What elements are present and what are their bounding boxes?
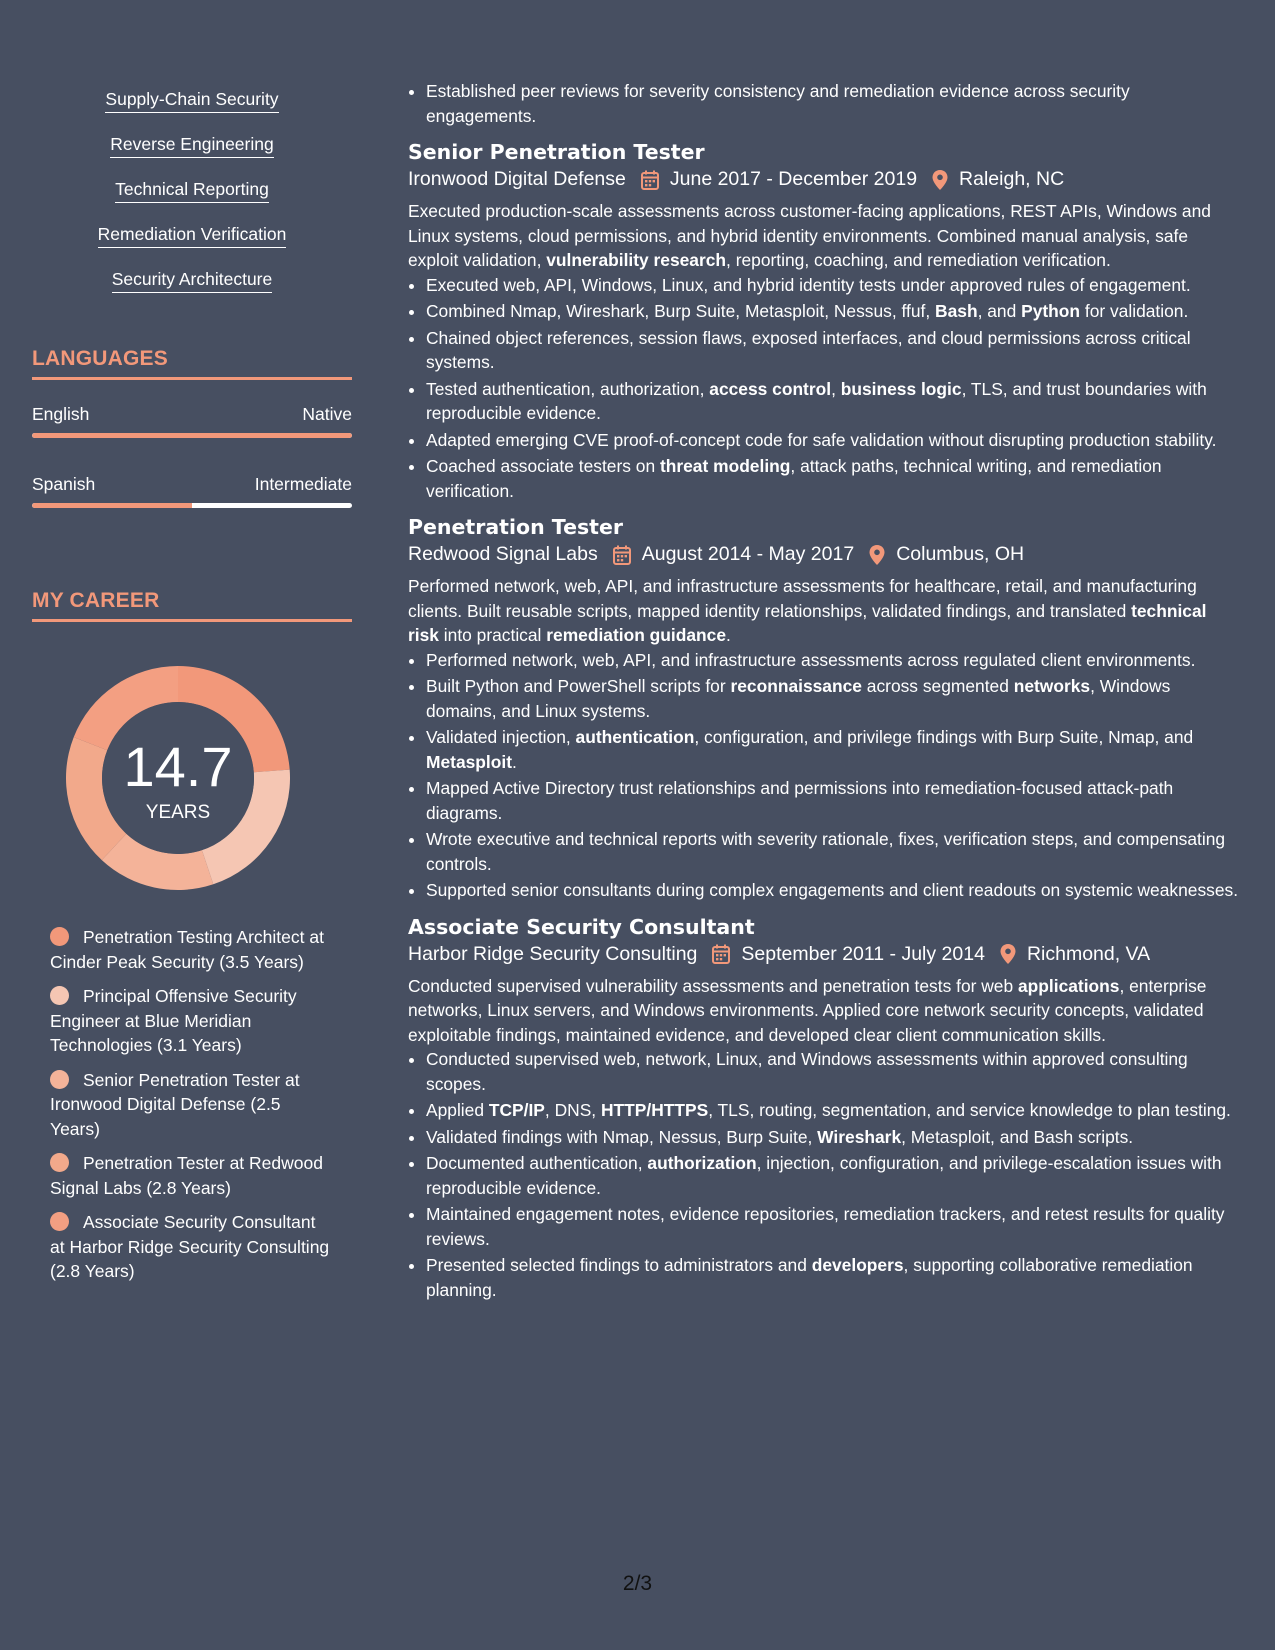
text-run: , TLS, routing, segmentation, and service knowledge to plan testing.: [708, 1100, 1231, 1120]
career-legend-item: [50, 1210, 330, 1284]
job-location: Columbus, OH: [896, 543, 1025, 565]
text-run: , and: [977, 301, 1022, 321]
text-run: Combined Nmap, Wireshark, Burp Suite, Metasploit, Nessus, ffuf,: [426, 301, 936, 321]
text-run: Performed network, web, API, and infrastructure assessments for healthcare, retail, and manufacturing clients. Built reusable scripts, mapped identity relationships, validated findings, and translated: [408, 576, 1197, 621]
text-run: .: [726, 625, 731, 645]
career-legend-item: [50, 984, 330, 1058]
job-bullets: [408, 648, 1240, 903]
languages-heading: LANGUAGES: [32, 347, 352, 380]
job-summary: [408, 574, 1240, 648]
skill-item: Reverse Engineering: [110, 133, 273, 158]
text-run: , configuration, and privilege findings with Burp Suite, Nmap, and: [694, 727, 1194, 747]
bullet-item: [426, 1098, 1240, 1123]
text-run: Validated injection,: [426, 727, 576, 747]
text-run: Built Python and PowerShell scripts for: [426, 676, 731, 696]
emphasis-text: threat modeling: [659, 456, 791, 476]
emphasis-text: Wireshark: [817, 1126, 902, 1147]
legend-dot: [50, 1153, 69, 1172]
bullet-item: [426, 878, 1240, 903]
job-list: [408, 140, 1240, 1302]
text-run: into practical: [438, 625, 547, 645]
emphasis-text: technical risk: [408, 600, 1207, 645]
job-summary: [408, 974, 1240, 1048]
bullet-item: • Established peer reviews for severity consistency and remediation evidence across security engagements.: [426, 79, 1240, 128]
text-run: across segmented: [861, 676, 1014, 696]
emphasis-text: networks: [1013, 676, 1091, 696]
emphasis-text: Python: [1021, 301, 1081, 321]
career-donut-chart: [66, 666, 290, 890]
skill-item: Remediation Verification: [98, 223, 287, 248]
language-bar: [32, 503, 352, 508]
bullet-item: [426, 273, 1240, 298]
text-run: Adapted emerging CVE proof-of-concept code for safe validation without disrupting production stability.: [426, 429, 1217, 450]
text-run: , injection, configuration, and privilege-escalation issues with reproducible evidence.: [426, 1153, 1222, 1198]
text-run: Conducted supervised vulnerability assessments and penetration tests for web: [408, 975, 1018, 996]
bullet-item: [426, 1151, 1240, 1200]
text-run: Tested authentication, authorization,: [426, 378, 710, 399]
bullet-item: [426, 725, 1240, 774]
location-pin-icon: [999, 943, 1017, 965]
career-legend-item: [50, 925, 330, 974]
job-entry: [408, 515, 1240, 903]
job-meta: [408, 543, 1240, 566]
skill-item: Technical Reporting: [115, 178, 269, 203]
calendar-icon: [612, 544, 632, 566]
bullet-item: [426, 776, 1240, 825]
emphasis-text: reconnaissance: [730, 676, 862, 696]
job-entry: [408, 140, 1240, 503]
page-number: 2/3: [622, 1572, 653, 1595]
text-run: ,: [831, 378, 841, 399]
language-name: Spanish: [32, 474, 96, 494]
location-pin-icon: [868, 544, 886, 566]
language-english: [32, 404, 352, 438]
bullet-item: [426, 377, 1240, 426]
company-name: Ironwood Digital Defense: [408, 168, 626, 190]
bullet-item: [426, 454, 1240, 503]
text-run: , enterprise networks, Linux servers, and Windows environments. Applied core network security concepts, validated exploitable findings, maintained evidence, and developed clear client communication skills.: [408, 975, 1207, 1045]
job-bullets: [408, 273, 1240, 504]
calendar-icon: [711, 943, 731, 965]
emphasis-text: applications: [1017, 975, 1120, 996]
career-total-unit: YEARS: [145, 802, 211, 823]
job-dates: September 2011 - July 2014: [741, 942, 985, 965]
text-run: Supported senior consultants during complex engagements and client readouts on systemic weaknesses.: [426, 880, 1239, 900]
text-run: Applied: [426, 1100, 489, 1120]
text-run: , Windows domains, and Linux systems.: [426, 676, 1171, 721]
bullet-item: [426, 326, 1240, 375]
emphasis-text: vulnerability research: [546, 250, 727, 270]
language-bar: [32, 433, 352, 438]
bullet-item: [426, 648, 1240, 673]
job-location: Richmond, VA: [1026, 942, 1151, 965]
career-heading: MY CAREER: [32, 589, 352, 622]
text-run: .: [512, 751, 517, 772]
emphasis-text: authentication: [575, 727, 695, 747]
text-run: , supporting collaborative remediation planning.: [426, 1255, 1193, 1300]
text-run: Documented authentication,: [426, 1153, 648, 1173]
bullet-item: [426, 428, 1240, 453]
job-meta: [408, 168, 1240, 191]
emphasis-text: Metasploit: [426, 751, 512, 772]
job-location: Raleigh, NC: [959, 168, 1065, 190]
bullet-item: [426, 1125, 1240, 1150]
calendar-icon: [640, 169, 660, 191]
career-legend-item: [50, 1151, 330, 1200]
text-run: Mapped Active Directory trust relationships and permissions into remediation-focused attack-path diagrams.: [426, 778, 1174, 823]
legend-dot: [50, 1212, 69, 1231]
career-legend-label: Penetration Tester at Redwood Signal Labs (2.8 Years): [50, 1153, 323, 1198]
legend-dot: [50, 1070, 69, 1089]
language-name: English: [32, 404, 90, 424]
bullet-item: [426, 674, 1240, 723]
career-legend-label: Associate Security Consultant at Harbor Ridge Security Consulting (2.8 Years): [50, 1212, 330, 1281]
emphasis-text: remediation guidance: [546, 625, 726, 645]
job-dates: June 2017 - December 2019: [669, 168, 918, 190]
language-bar-fill: [32, 433, 352, 438]
emphasis-text: developers: [811, 1255, 904, 1275]
text-run: Chained object references, session flaws, exposed interfaces, and cloud permissions across critical systems.: [426, 327, 1191, 372]
job-entry: [408, 915, 1240, 1303]
career-legend-label: Senior Penetration Tester at Ironwood Digital Defense (2.5 Years): [50, 1069, 300, 1139]
language-spanish: [32, 474, 352, 508]
career-legend-label: Penetration Testing Architect at Cinder Peak Security (3.5 Years): [50, 927, 324, 972]
language-level: Native: [302, 404, 352, 424]
job-title: Penetration Tester: [408, 515, 623, 539]
text-run: , DNS,: [544, 1100, 601, 1120]
text-run: Maintained engagement notes, evidence repositories, remediation trackers, and retest results for quality reviews.: [426, 1204, 1225, 1249]
bullet-item: [426, 1047, 1240, 1096]
experience-section: [408, 79, 1240, 1304]
text-run: Validated findings with Nmap, Nessus, Burp Suite,: [426, 1126, 818, 1147]
text-run: , TLS, and trust boundaries with reproducible evidence.: [426, 378, 1207, 423]
text-run: Performed network, web, API, and infrastructure assessments across regulated client environments.: [426, 649, 1196, 670]
legend-dot: [50, 986, 69, 1005]
text-run: , attack paths, technical writing, and remediation verification.: [426, 456, 1162, 501]
emphasis-text: HTTP/HTTPS: [600, 1100, 709, 1120]
emphasis-text: business logic: [840, 378, 962, 399]
job-bullets: [408, 1047, 1240, 1302]
text-run: Executed production-scale assessments across customer-facing applications, REST APIs, Windows and Linux systems, cloud permissions, and hybrid identity environments. Combined manual analysis, safe exploit validation,: [408, 201, 1211, 270]
legend-dot: [50, 927, 69, 946]
emphasis-text: TCP/IP: [488, 1100, 545, 1120]
career-total-value: 14.7: [123, 735, 233, 798]
job-summary: [408, 199, 1240, 273]
bullet-item: [426, 1202, 1240, 1251]
career-legend-label: Principal Offensive Security Engineer at Blue Meridian Technologies (3.1 Years): [50, 986, 297, 1055]
company-name: Harbor Ridge Security Consulting: [408, 942, 698, 965]
career-legend-item: [50, 1068, 330, 1142]
text-run: Coached associate testers on: [426, 456, 660, 476]
text-run: for validation.: [1080, 301, 1189, 321]
text-run: Executed web, API, Windows, Linux, and hybrid identity tests under approved rules of engagement.: [426, 274, 1191, 295]
skill-item: Security Architecture: [112, 268, 272, 293]
skill-item: Supply-Chain Security: [105, 88, 278, 113]
emphasis-text: authorization: [647, 1153, 757, 1173]
language-level: Intermediate: [254, 474, 352, 494]
bullet-item: [426, 1253, 1240, 1302]
text-run: Wrote executive and technical reports with severity rationale, fixes, verification steps, and compensating controls.: [426, 829, 1226, 874]
emphasis-text: access control: [709, 378, 832, 399]
job-meta: [408, 943, 1240, 966]
text-run: Conducted supervised web, network, Linux, and Windows assessments within approved consulting scopes.: [426, 1049, 1188, 1094]
career-legend: [50, 925, 330, 1294]
job-title: Senior Penetration Tester: [408, 140, 705, 164]
job-title: Associate Security Consultant: [408, 914, 755, 939]
skills-list: [32, 88, 352, 293]
lead-bullet-list: [408, 79, 1240, 128]
location-pin-icon: [931, 169, 949, 191]
bullet-item: [426, 299, 1240, 324]
job-dates: August 2014 - May 2017: [641, 543, 855, 565]
language-bar-fill: [32, 503, 192, 508]
text-run: Presented selected findings to administrators and: [426, 1255, 812, 1275]
emphasis-text: Bash: [935, 301, 978, 321]
bullet-item: [426, 827, 1240, 876]
text-run: , Metasploit, and Bash scripts.: [901, 1126, 1134, 1147]
company-name: Redwood Signal Labs: [408, 543, 598, 565]
text-run: , reporting, coaching, and remediation verification.: [726, 250, 1111, 270]
